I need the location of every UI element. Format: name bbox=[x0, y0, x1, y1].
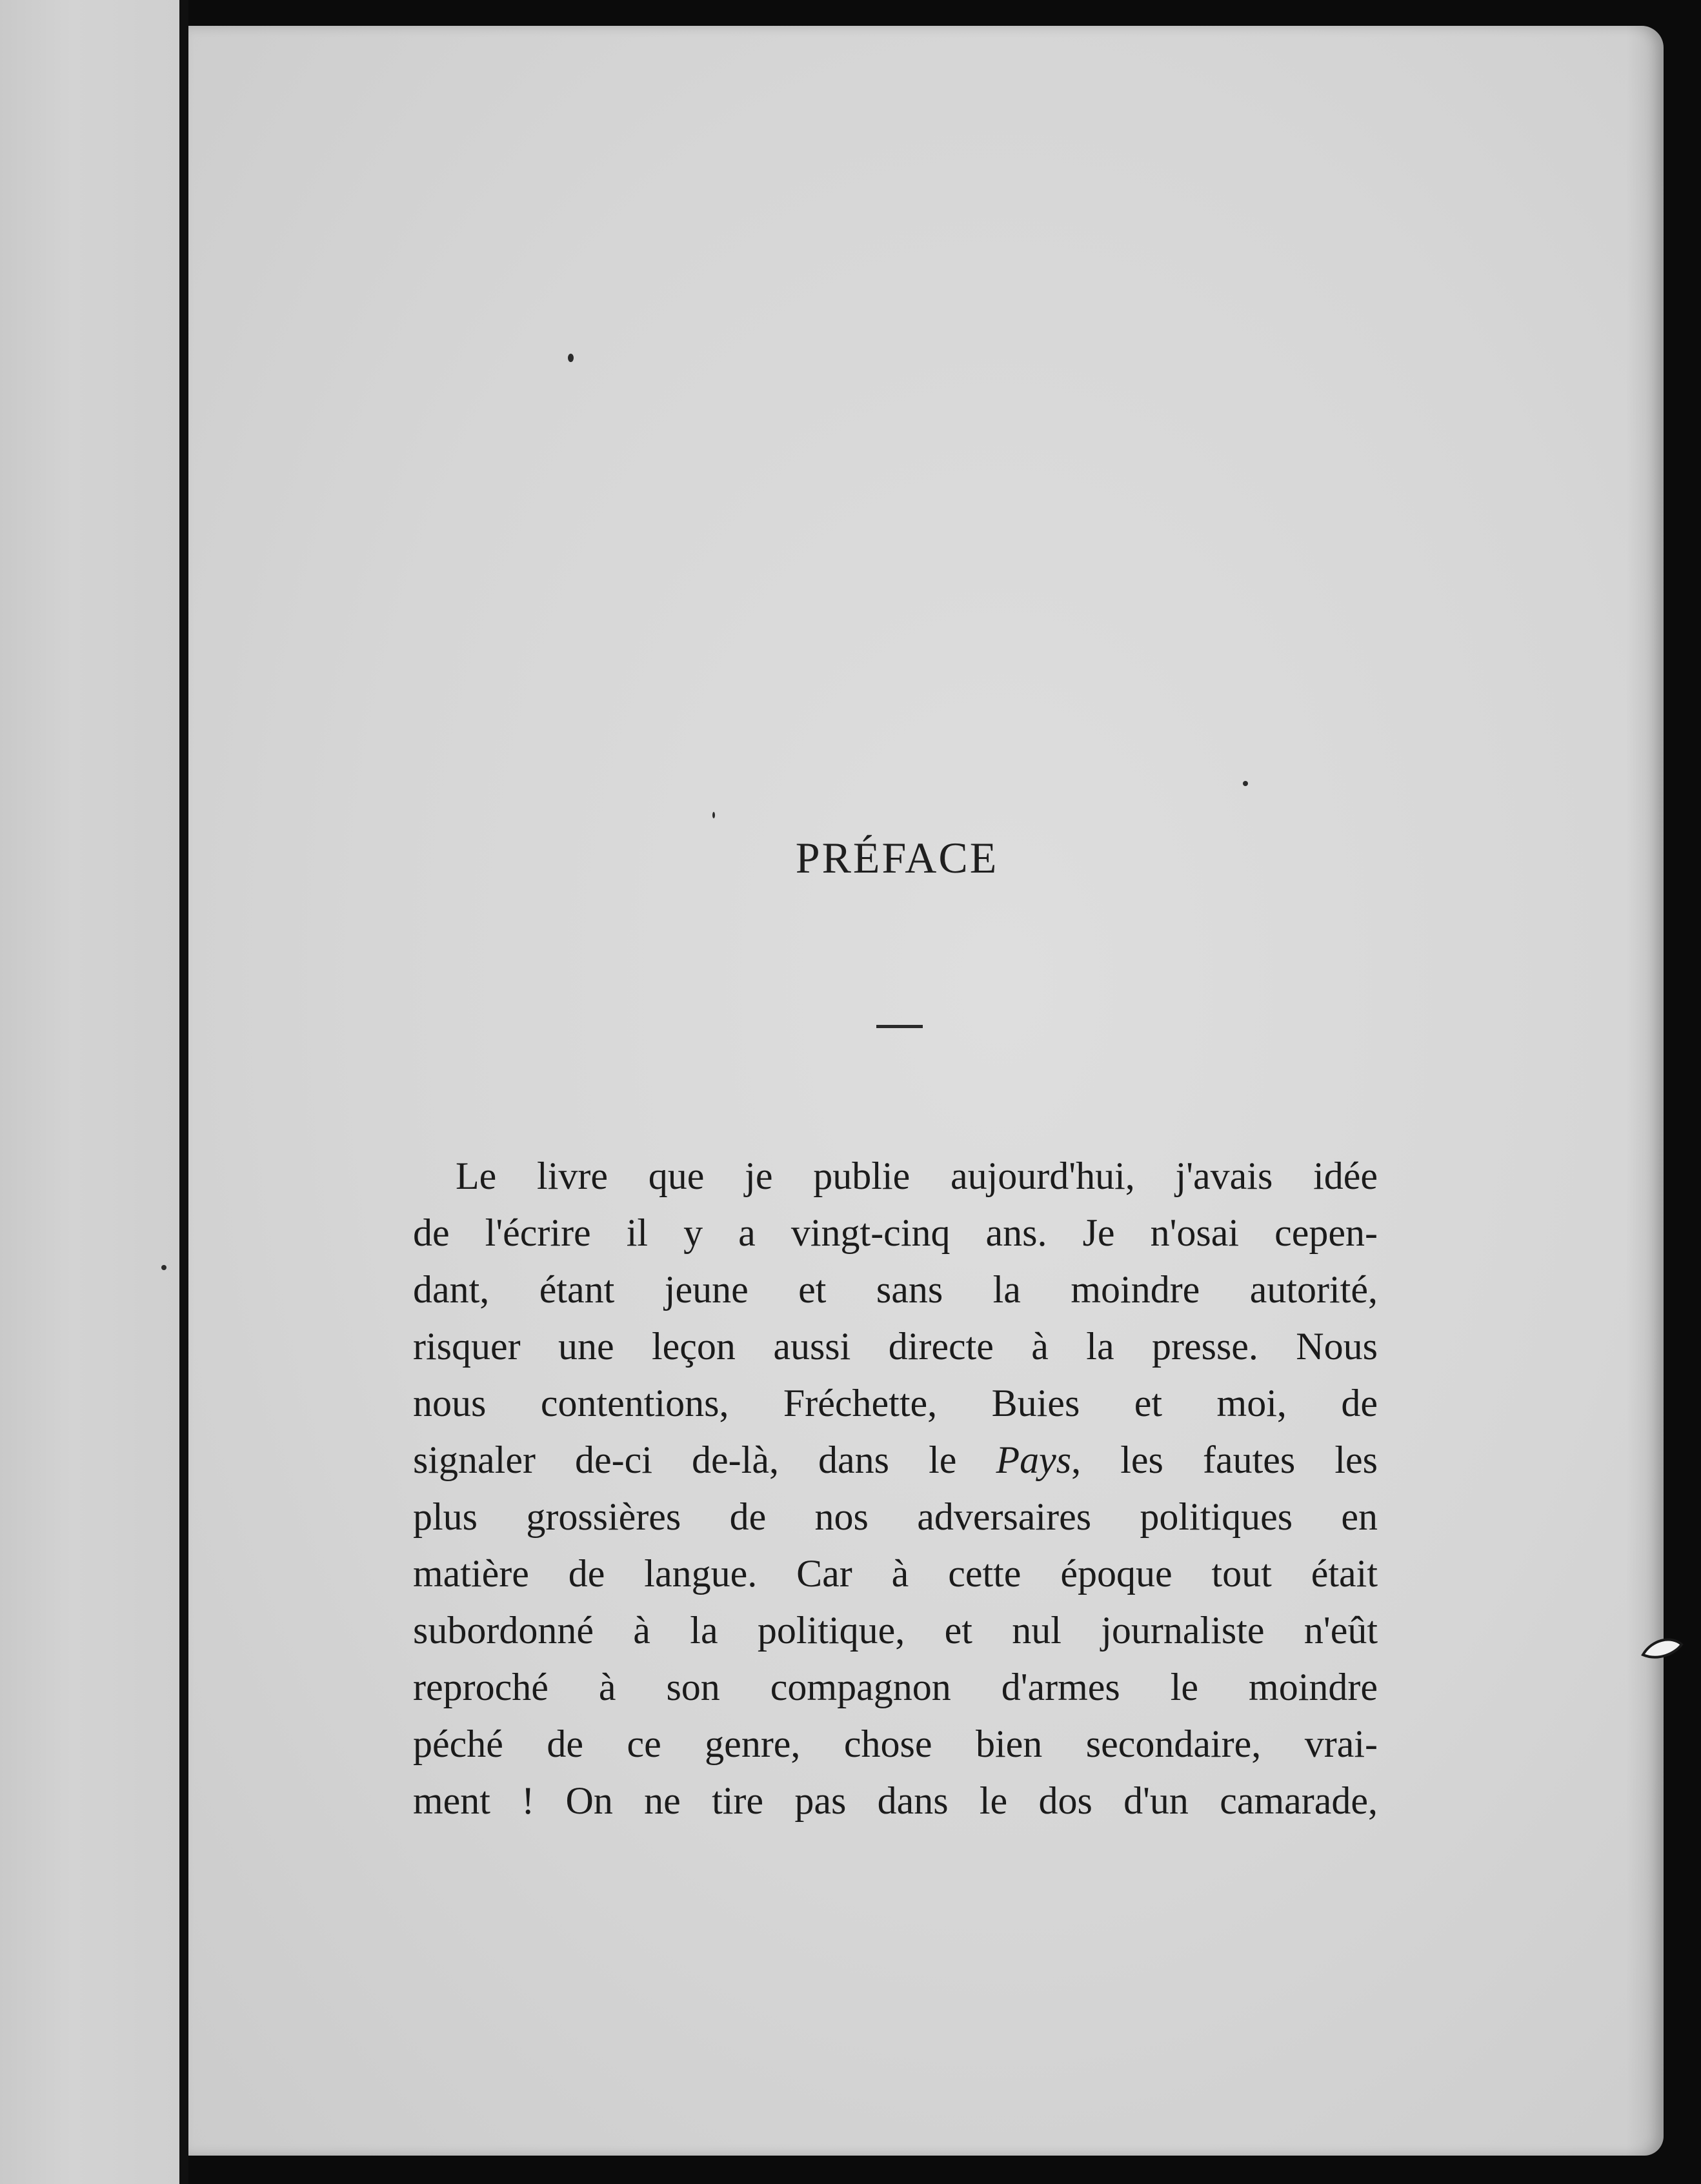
text-line: reproché à son compagnon d'armes le moindre bbox=[413, 1666, 1378, 1708]
text-line: péché de ce genre, chose bien secondaire, vrai- bbox=[413, 1723, 1378, 1765]
italic-title-pays: Pays bbox=[996, 1439, 1072, 1481]
text-line: matière de langue. Car à cette époque tout était bbox=[413, 1552, 1378, 1595]
ink-speck bbox=[712, 812, 715, 818]
text-line: dant, étant jeune et sans la moindre autorité, bbox=[413, 1268, 1378, 1311]
text-segment: , les fautes les bbox=[1071, 1439, 1378, 1481]
text-line: subordonné à la politique, et nul journaliste n'eût bbox=[413, 1609, 1378, 1652]
title-rule bbox=[876, 1025, 923, 1028]
book-page bbox=[188, 26, 1664, 2156]
page-title: PRÉFACE bbox=[795, 833, 999, 882]
text-line: ment ! On ne tire pas dans le dos d'un camarade, bbox=[413, 1779, 1378, 1822]
text-segment: signaler de-ci de-là, dans le bbox=[413, 1439, 957, 1481]
facing-page-strip bbox=[0, 0, 179, 2184]
ink-speck bbox=[1243, 781, 1248, 786]
text-line: de l'écrire il y a vingt-cinq ans. Je n'osai cepen- bbox=[413, 1211, 1378, 1254]
text-line: risquer une leçon aussi directe à la presse. Nous bbox=[413, 1325, 1378, 1368]
ink-speck bbox=[568, 354, 574, 362]
ink-speck bbox=[161, 1265, 166, 1270]
text-line-with-italic bbox=[413, 1431, 1378, 1488]
binding-gutter bbox=[179, 0, 188, 2184]
text-line: Le livre que je publie aujourd'hui, j'avais idée bbox=[456, 1155, 1378, 1197]
preface-body bbox=[413, 1148, 1378, 1829]
text-line: nous contentions, Fréchette, Buies et moi, de bbox=[413, 1382, 1378, 1424]
text-line: plus grossières de nos adversaires politiques en bbox=[413, 1495, 1378, 1538]
